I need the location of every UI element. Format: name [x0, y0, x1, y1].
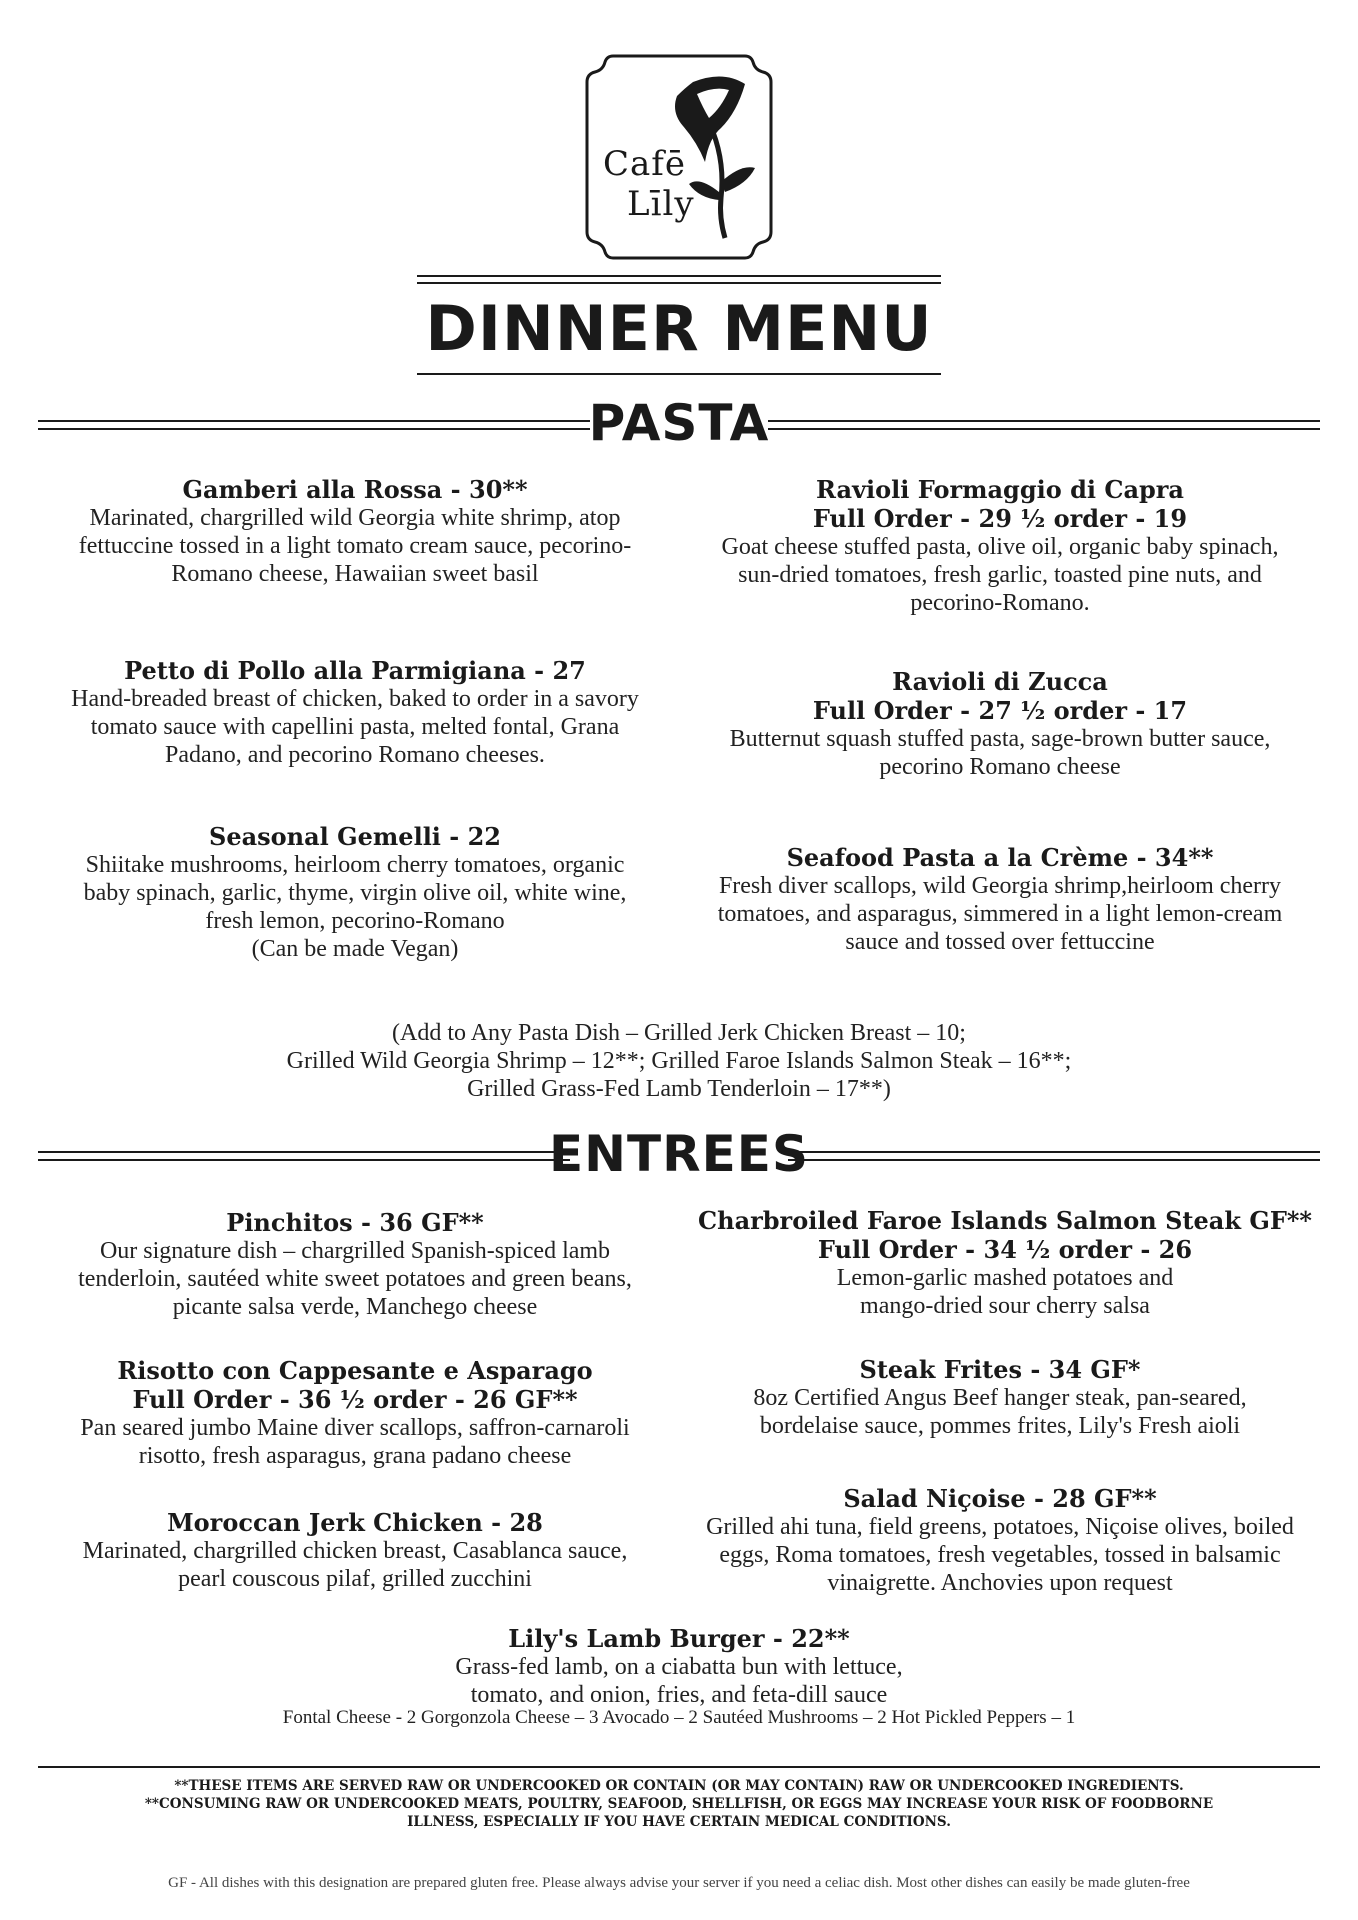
item-name: Charbroiled Faroe Islands Salmon Steak GF**: [698, 1206, 1312, 1235]
menu-item: [60, 1508, 650, 1593]
entrees-section-header: [38, 1123, 1320, 1193]
title-rule-top-1: [417, 275, 941, 277]
item-name: Ravioli di Zucca: [892, 667, 1108, 696]
item-description: Hand-breaded breast of chicken, baked to order in a savory tomato sauce with capellini pasta, melted fontal, Grana Padano, and pecorino Romano cheeses.: [71, 686, 639, 768]
menu-item: [420, 1624, 938, 1709]
menu-item: [710, 1355, 1290, 1440]
item-description: Butternut squash stuffed pasta, sage-brown butter sauce, pecorino Romano cheese: [729, 726, 1271, 780]
menu-item: [50, 1356, 660, 1470]
menu-item: [700, 1484, 1300, 1597]
pasta-heading: PASTA: [588, 394, 770, 452]
warning-line: **CONSUMING RAW OR UNDERCOOKED MEATS, POULTRY, SEAFOOD, SHELLFISH, OR EGGS MAY INCREASE YOUR RISK OF FOODBORNE: [144, 1796, 1214, 1812]
title-rule-bottom: [417, 373, 941, 375]
item-description: Marinated, chargrilled chicken breast, Casablanca sauce, pearl couscous pilaf, grilled zucchini: [82, 1538, 628, 1592]
entrees-rule-right: [788, 1151, 1320, 1161]
raw-food-warning: [90, 1777, 1268, 1831]
pasta-section-header: [38, 392, 1320, 462]
item-price: Full Order - 27 ½ order - 17: [812, 696, 1188, 725]
menu-item: [710, 843, 1290, 956]
menu-item: [60, 656, 650, 769]
menu-item: [690, 1206, 1320, 1320]
gluten-free-note: GF - All dishes with this designation are prepared gluten free. Please always advise your server if you need a celiac dish. Most other dishes can easily be made gluten-free: [168, 1875, 1190, 1891]
item-description: Grilled ahi tuna, field greens, potatoes, Niçoise olives, boiled eggs, Roma tomatoes, fresh vegetables, tossed in balsamic vinaigrette. Anchovies upon request: [706, 1514, 1294, 1596]
item-description: Pan seared jumbo Maine diver scallops, saffron-carnaroli risotto, fresh asparagus, grana padano cheese: [80, 1415, 630, 1469]
addons-line: Grilled Grass-Fed Lamb Tenderloin – 17**): [467, 1076, 891, 1102]
item-name: Risotto con Cappesante e Asparago: [117, 1356, 593, 1385]
menu-item: [80, 822, 630, 963]
item-name: Moroccan Jerk Chicken - 28: [167, 1508, 543, 1537]
footer-rule: [38, 1766, 1320, 1768]
item-description: Goat cheese stuffed pasta, olive oil, organic baby spinach, sun-dried tomatoes, fresh garlic, toasted pine nuts, and pecorino-Romano.: [721, 534, 1279, 616]
warning-line: ILLNESS, ESPECIALLY IF YOU HAVE CERTAIN MEDICAL CONDITIONS.: [407, 1814, 951, 1830]
item-name: Ravioli Formaggio di Capra: [816, 475, 1184, 504]
item-name: Gamberi alla Rossa - 30**: [182, 475, 528, 504]
item-name: Petto di Pollo alla Parmigiana - 27: [124, 656, 586, 685]
item-name: Seafood Pasta a la Crème - 34**: [786, 843, 1214, 872]
warning-line: **THESE ITEMS ARE SERVED RAW OR UNDERCOOKED OR CONTAIN (OR MAY CONTAIN) RAW OR UNDERCOOKED INGREDIENTS.: [174, 1778, 1184, 1794]
item-name: Salad Niçoise - 28 GF**: [843, 1484, 1157, 1513]
burger-addons: Fontal Cheese - 2 Gorgonzola Cheese – 3 Avocado – 2 Sautéed Mushrooms – 2 Hot Pickled Peppers – 1: [282, 1707, 1076, 1728]
item-note: (Can be made Vegan): [251, 936, 459, 962]
item-description: Fresh diver scallops, wild Georgia shrimp,heirloom cherry tomatoes, and asparagus, simmered in a light lemon-cream sauce and tossed over fettuccine: [717, 873, 1283, 955]
item-price: Full Order - 36 ½ order - 26 GF**: [132, 1385, 578, 1414]
item-name: Pinchitos - 36 GF**: [226, 1208, 484, 1237]
item-price: Full Order - 34 ½ order - 26: [817, 1235, 1193, 1264]
pasta-addons-note: [200, 1019, 1158, 1103]
menu-item: [700, 475, 1300, 617]
logo-text-cafe: Cafē: [603, 144, 686, 184]
cafe-lily-logo: [583, 52, 775, 262]
menu-item: [60, 475, 650, 588]
pasta-rule-right: [768, 420, 1320, 430]
entrees-heading: ENTREES: [549, 1125, 809, 1183]
item-description: 8oz Certified Angus Beef hanger steak, pan-seared, bordelaise sauce, pommes frites, Lily's Fresh aioli: [753, 1385, 1247, 1439]
item-name: Steak Frites - 34 GF*: [859, 1355, 1141, 1384]
item-name: Lily's Lamb Burger - 22**: [508, 1624, 850, 1653]
item-description: Our signature dish – chargrilled Spanish-spiced lamb tenderloin, sautéed white sweet potatoes and green beans, picante salsa verde, Manchego cheese: [78, 1238, 632, 1320]
item-description: Lemon-garlic mashed potatoes and mango-dried sour cherry salsa: [836, 1265, 1174, 1319]
item-description: Shiitake mushrooms, heirloom cherry tomatoes, organic baby spinach, garlic, thyme, virgin olive oil, white wine, fresh lemon, pecorino-Romano: [83, 852, 627, 934]
title-rule-top-2: [417, 282, 941, 284]
addons-line: (Add to Any Pasta Dish – Grilled Jerk Chicken Breast – 10;: [392, 1020, 966, 1046]
item-description: Grass-fed lamb, on a ciabatta bun with lettuce, tomato, and onion, fries, and feta-dill sauce: [455, 1654, 903, 1708]
addons-line: Grilled Wild Georgia Shrimp – 12**; Grilled Faroe Islands Salmon Steak – 16**;: [286, 1048, 1072, 1074]
page-title: DINNER MENU: [425, 292, 933, 365]
menu-item: [50, 1208, 660, 1321]
item-description: Marinated, chargrilled wild Georgia white shrimp, atop fettuccine tossed in a light tomato cream sauce, pecorino-Romano cheese, Hawaiian sweet basil: [78, 505, 632, 587]
item-name: Seasonal Gemelli - 22: [209, 822, 501, 851]
menu-item: [710, 667, 1290, 781]
logo-text-lily: Līly: [627, 184, 695, 224]
item-price: Full Order - 29 ½ order - 19: [812, 504, 1188, 533]
